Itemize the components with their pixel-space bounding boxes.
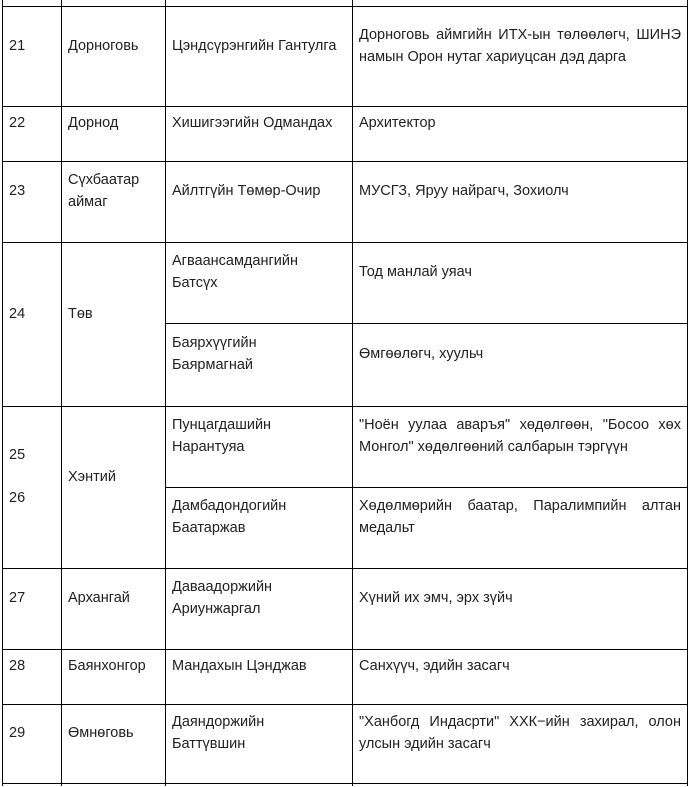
row-number: 29: [9, 725, 26, 741]
person-name-cell: [166, 704, 353, 783]
row-number: 25: [9, 447, 26, 463]
person-title: Өмгөөлөгч, хуульч: [359, 346, 484, 362]
person-name-line: Баатаржав: [172, 520, 246, 536]
region-name: Хэнтий: [68, 468, 116, 485]
row-number: 27: [9, 590, 26, 606]
person-name-line: Ариунжаргал: [172, 601, 261, 617]
person-name: [172, 332, 346, 376]
number-cell: [3, 406, 62, 568]
person-name-cell: [166, 6, 353, 106]
person-title: Хөдөлмөрийн баатар, Паралимпийн алтан медальт: [359, 498, 681, 536]
region-name: Баянхонгор: [68, 658, 146, 674]
person-name-line: Баттүвшин: [172, 736, 246, 752]
person-name-cell: [166, 406, 353, 487]
region-cell: [62, 106, 166, 161]
person-name: Айлтгүйн Төмөр-Очир: [172, 183, 321, 199]
table-row: [3, 6, 688, 106]
region-cell: [62, 406, 166, 568]
table-row: [3, 406, 688, 487]
person-title: Хүний их эмч, эрх зүйч: [359, 590, 513, 606]
person-name: Цэндсүрэнгийн Гантулга: [172, 37, 337, 54]
number-cell: [3, 704, 62, 783]
person-name-line: Баярмагнай: [172, 357, 253, 373]
row-number: 26: [9, 490, 26, 506]
region-name: Өмнөговь: [68, 725, 134, 741]
person-title: "Ханбогд Индасрти" ХХК−ийн захирал, олон улсын эдийн засагч: [359, 714, 681, 752]
row-number: 28: [9, 658, 26, 674]
person-name: [172, 711, 346, 755]
spacer-cell: [166, 783, 353, 786]
person-name-line: Даваадоржийн: [172, 579, 273, 595]
number-cell: [3, 242, 62, 406]
table-row: [3, 106, 688, 161]
person-name-line: Баярхүүгийн: [172, 335, 257, 351]
person-title-cell: [353, 161, 688, 242]
person-name-line: Дамбадондогийн: [172, 498, 287, 514]
person-title-cell: [353, 323, 688, 406]
person-name: Мандахын Цэнджав: [172, 658, 307, 674]
row-number: 24: [9, 305, 26, 322]
person-title-cell: [353, 106, 688, 161]
number-cell: [3, 568, 62, 649]
table-row: [3, 568, 688, 649]
region-cell: [62, 649, 166, 704]
number-cell: [3, 106, 62, 161]
person-name: [172, 414, 346, 458]
person-title-cell: [353, 487, 688, 568]
row-number: 22: [9, 115, 26, 131]
table-row: [3, 161, 688, 242]
region-name: Сүхбаатар аймаг: [68, 172, 140, 210]
row-number: 23: [9, 183, 26, 199]
person-title-cell: [353, 649, 688, 704]
person-name: [172, 250, 346, 294]
person-name: [172, 495, 346, 539]
region-cell: [62, 242, 166, 406]
region-cell: [62, 161, 166, 242]
number-cell: [3, 161, 62, 242]
number-cell: [3, 6, 62, 106]
person-name-line: Нарантуяа: [172, 439, 245, 455]
person-title-cell: [353, 406, 688, 487]
person-title-cell: [353, 704, 688, 783]
person-name-line: Батсүх: [172, 275, 218, 291]
person-name-cell: [166, 487, 353, 568]
region-name: Дорнод: [68, 115, 119, 131]
spacer-cell: [62, 783, 166, 786]
person-title: Дорноговь аймгийн ИТХ-ын төлөөлөгч, ШИНЭ намын Орон нутаг хариуцсан дэд дарга: [359, 26, 681, 65]
person-title-cell: [353, 568, 688, 649]
row-number: 21: [9, 37, 26, 54]
table-row: [3, 242, 688, 323]
person-name-line: Пунцагдашийн: [172, 417, 272, 433]
person-name-cell: [166, 568, 353, 649]
spacer-cell: [3, 783, 62, 786]
person-title: Санхүүч, эдийн засагч: [359, 658, 510, 674]
person-name: Хишигээгийн Одмандах: [172, 115, 333, 131]
table-row: [3, 704, 688, 783]
region-name: Архангай: [68, 590, 130, 606]
person-name: [172, 576, 346, 620]
table-row: [3, 649, 688, 704]
region-cell: [62, 704, 166, 783]
person-name-cell: [166, 649, 353, 704]
person-title-cell: [353, 6, 688, 106]
partial-row-bottom: [3, 783, 688, 786]
person-title: "Ноён уулаа аваръя" хөдөлгөөн, "Босоо хөх Монгол" хөдөлгөөний салбарын тэргүүн: [359, 417, 681, 455]
people-table: [2, 0, 688, 786]
person-name-cell: [166, 161, 353, 242]
person-title: МУСГЗ, Яруу найрагч, Зохиолч: [359, 183, 569, 199]
person-title-cell: [353, 242, 688, 323]
region-cell: [62, 568, 166, 649]
person-name-cell: [166, 106, 353, 161]
person-title: Архитектор: [359, 115, 436, 131]
region-name: Дорноговь: [68, 37, 139, 54]
region-cell: [62, 6, 166, 106]
person-name-line: Даяндоржийн: [172, 714, 265, 730]
person-name-cell: [166, 242, 353, 323]
number-cell: [3, 649, 62, 704]
spacer-cell: [353, 783, 688, 786]
person-name-line: Агваансамдангийн: [172, 253, 298, 269]
person-name-cell: [166, 323, 353, 406]
person-title: Тод манлай уяач: [359, 264, 472, 280]
region-name: Төв: [68, 305, 93, 322]
